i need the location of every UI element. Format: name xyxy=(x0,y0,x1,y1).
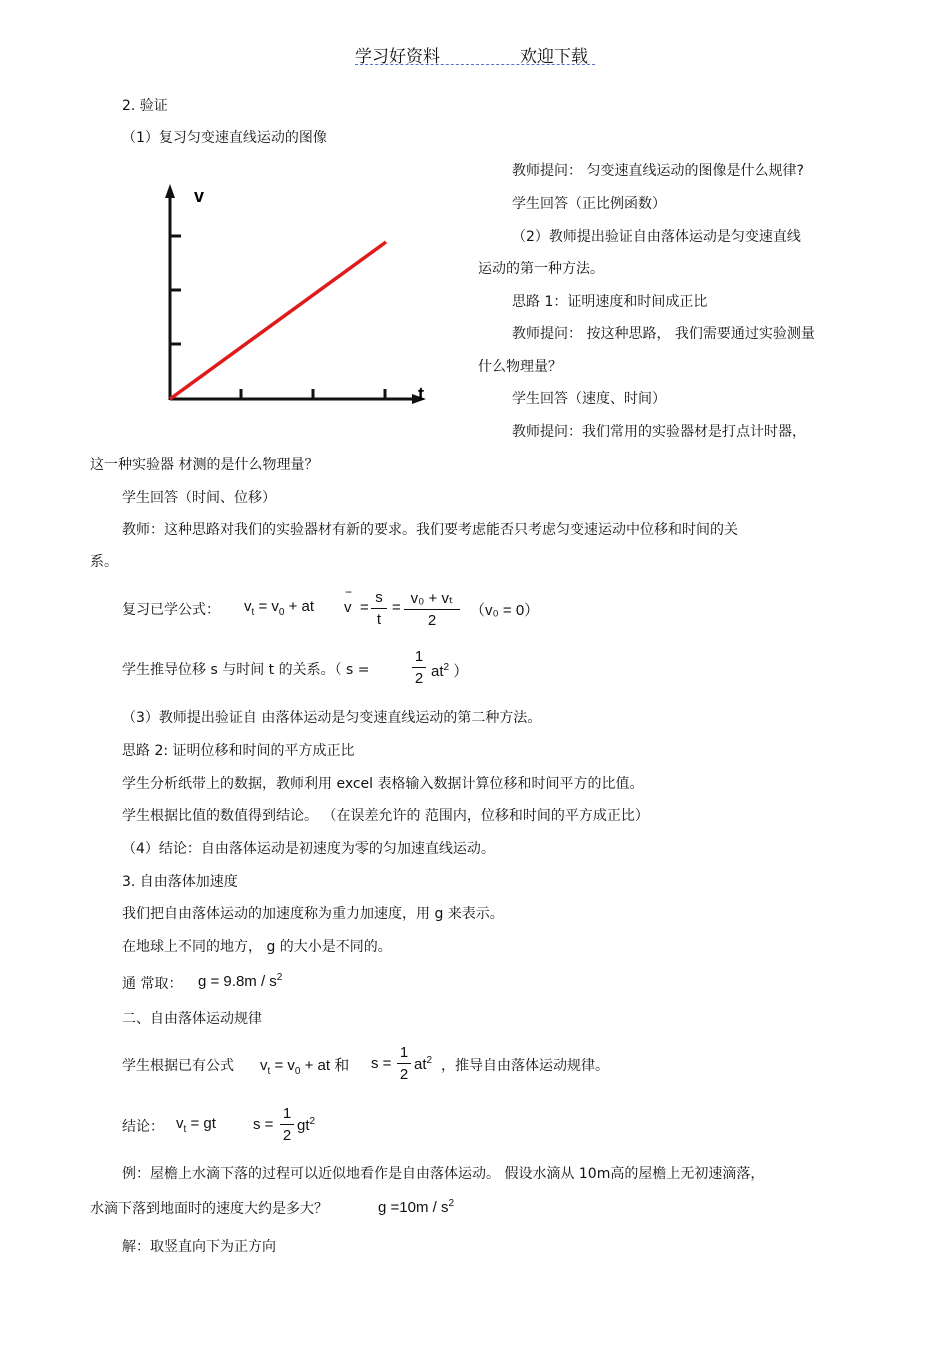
subsection-1: （1）复习匀变速直线运动的图像 xyxy=(122,130,327,146)
solution: 解：取竖直向下为正方向 xyxy=(122,1239,276,1255)
subsection-4: （4）结论：自由落体运动是初速度为零的匀加速直线运动。 xyxy=(122,841,495,857)
formula1-average: v₀ + vₜ 2 xyxy=(404,589,460,629)
formula1-label: 复习已学公式： xyxy=(122,602,220,618)
example-g: $g =10m / s^2$ xyxy=(378,1198,455,1216)
right-line-5: 思路 1：证明速度和时间成正比 xyxy=(512,294,708,310)
right-line-3: （2）教师提出验证自由落体运动是匀变速直线 xyxy=(512,229,801,245)
formula2-at2: $at^2$ ） xyxy=(431,662,469,680)
right-line-1: 教师提问： 匀变速直线运动的图像是什么规律? xyxy=(512,163,804,179)
velocity-line xyxy=(170,242,386,399)
formula5-half: 1 2 xyxy=(280,1105,294,1144)
formula5-s: s = xyxy=(253,1116,274,1133)
vt-graph xyxy=(150,180,440,415)
paragraph-3a: 教师：这种思路对我们的实验器材有新的要求。我们要考虑能否只考虑匀变速运动中位移和时间的关 xyxy=(122,522,738,538)
formula1-s-over-t: s t xyxy=(371,589,387,628)
formula4-half: 1 2 xyxy=(397,1044,411,1083)
paragraph-1: 这一种实验器 材测的是什么物理量？ xyxy=(90,457,319,473)
formula4-label: 学生根据已有公式 xyxy=(122,1058,234,1074)
y-axis-label: v xyxy=(194,186,205,206)
right-line-8: 学生回答（速度、时间） xyxy=(512,391,666,407)
right-line-2: 学生回答（正比例函数） xyxy=(512,196,666,212)
formula4-vt: $v_t = v_0$ + at 和 xyxy=(260,1057,350,1077)
formula1-vt: $v_t = v_0$ + at xyxy=(244,598,315,618)
paragraph-4: 学生分析纸带上的数据，教师利用 excel 表格输入数据计算位移和时间平方的比值。 xyxy=(122,776,644,792)
section-2-title: 2. 验证 xyxy=(122,98,168,114)
idea-2: 思路 2: 证明位移和时间的平方成正比 xyxy=(122,743,355,759)
x-axis-label: t xyxy=(418,384,424,404)
paragraph-6: 我们把自由落体运动的加速度称为重力加速度，用 g 来表示。 xyxy=(122,906,504,922)
paragraph-2: 学生回答（时间、位移） xyxy=(122,490,276,506)
formula1-vbar-mark: − xyxy=(345,585,353,599)
right-line-7: 什么物理量？ xyxy=(478,359,562,375)
paragraph-5: 学生根据比值的数值得到结论。 （在误差允许的 范围内，位移和时间的平方成正比） xyxy=(122,808,649,824)
formula1-vbar: v xyxy=(344,599,352,616)
formula3-g: $g = 9.8m / s^2$ xyxy=(198,972,283,990)
formula1-eq2: = xyxy=(360,599,369,616)
formula2-label: 学生推导位移 s 与时间 t 的关系。（ s = xyxy=(122,662,370,678)
formula1-condition: （v₀ = 0） xyxy=(470,602,540,619)
header-left: 学习好资料 xyxy=(355,47,440,67)
formula5-gt2: $gt^2$ xyxy=(297,1116,316,1134)
section-ii-title: 二、自由落体运动规律 xyxy=(122,1011,262,1027)
paragraph-3b: 系。 xyxy=(90,554,118,570)
paragraph-7: 在地球上不同的地方， g 的大小是不同的。 xyxy=(122,939,392,955)
y-axis-arrow xyxy=(165,184,175,198)
right-line-9: 教师提问：我们常用的实验器材是打点计时器， xyxy=(512,424,806,440)
header-divider xyxy=(355,64,595,65)
example-line-2: 水滴下落到地面时的速度大约是多大？ xyxy=(90,1201,328,1217)
formula5-label: 结论： xyxy=(122,1119,164,1135)
right-line-6: 教师提问： 按这种思路， 我们需要通过实验测量 xyxy=(512,326,815,342)
formula2-half: 1 2 xyxy=(412,648,426,687)
section-3-title: 3. 自由落体加速度 xyxy=(122,874,238,890)
formula5-vt: $v_t$ = gt xyxy=(176,1115,216,1135)
formula1-eq3: = xyxy=(392,599,401,616)
formula4-tail: ，推导自由落体运动规律。 xyxy=(441,1058,609,1074)
formula4-s: s = xyxy=(371,1055,392,1072)
formula3-label: 通 常取： xyxy=(122,976,183,992)
subsection-3: （3）教师提出验证自 由落体运动是匀变速直线运动的第二种方法。 xyxy=(122,710,542,726)
right-line-4: 运动的第一种方法。 xyxy=(478,261,604,277)
example-line-1: 例：屋檐上水滴下落的过程可以近似地看作是自由落体运动。 假设水滴从 10m高的屋檐上无初速滴落， xyxy=(122,1166,765,1182)
formula4-at2: $at^2$ xyxy=(414,1055,433,1073)
header-right: 欢迎下载 xyxy=(520,47,588,67)
